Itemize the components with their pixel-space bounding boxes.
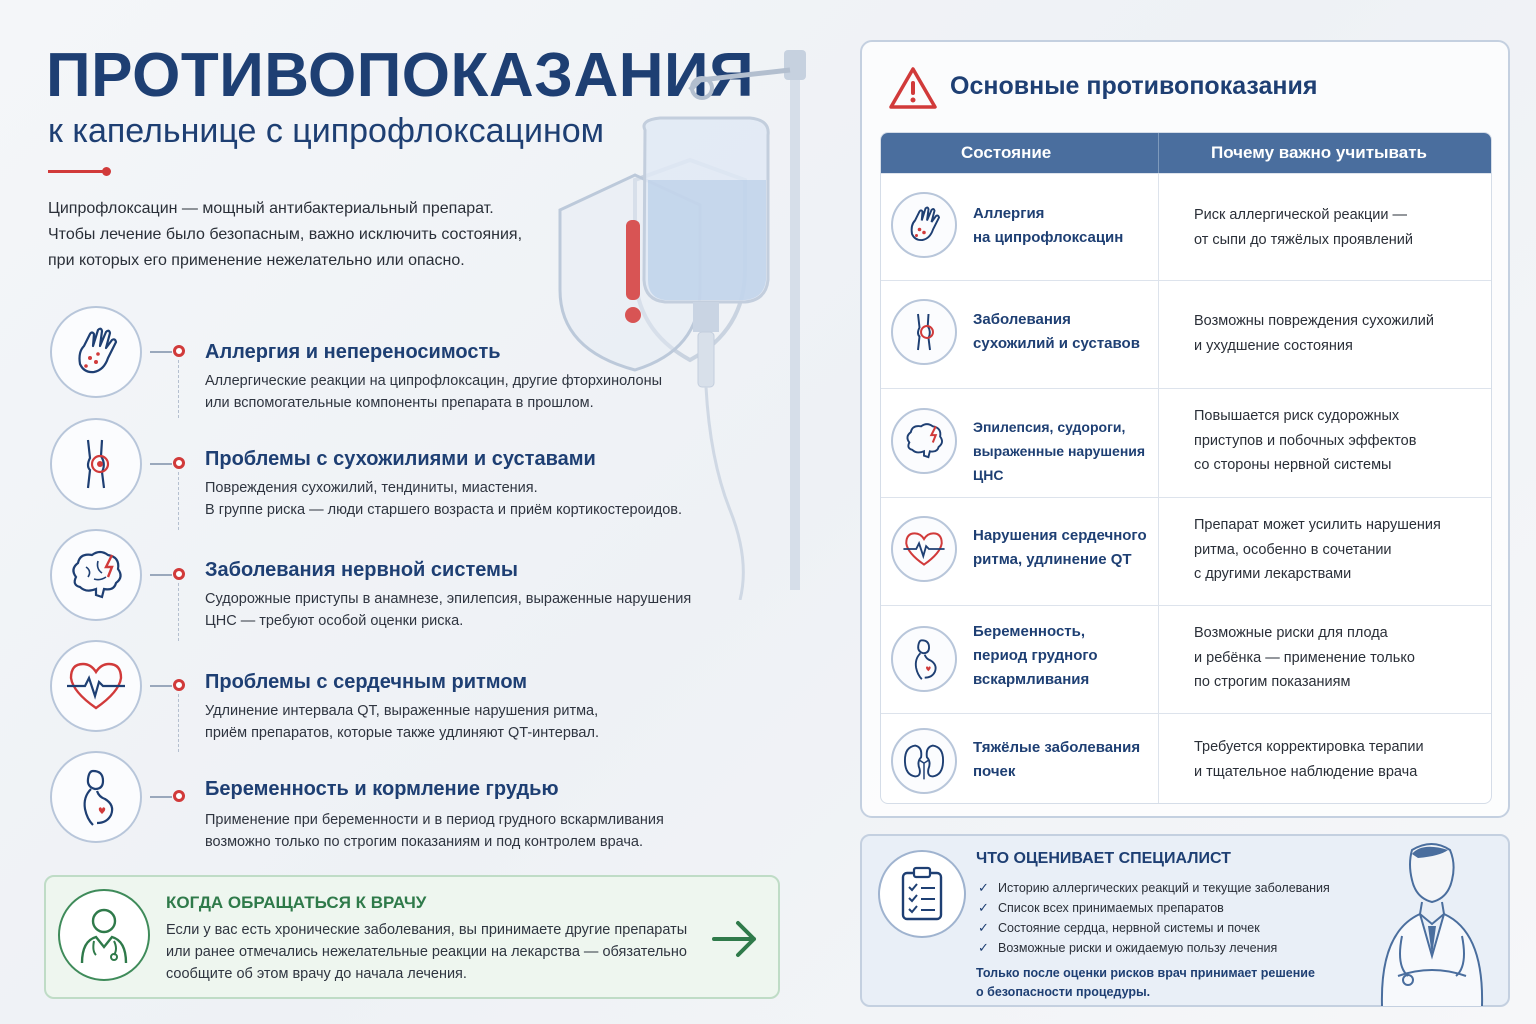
doctor-callout-title: КОГДА ОБРАЩАТЬСЯ К ВРАЧУ — [166, 893, 427, 912]
specialist-checklist — [976, 878, 1330, 958]
check-item: ✓ Возможные риски и ожидаемую пользу лечения — [976, 938, 1330, 958]
condition-cell: Заболевания сухожилий и суставов — [973, 311, 1140, 352]
main-contraindications-panel — [860, 40, 1510, 818]
column-header-why: Почему важно учитывать — [1211, 143, 1427, 162]
intro-line: Чтобы лечение было безопасным, важно исключить состояния, — [48, 226, 523, 243]
condition-cell: Нарушения сердечного ритма, удлинение QT — [973, 527, 1147, 568]
page-title: ПРОТИВОПОКАЗАНИЯ — [46, 41, 755, 110]
pregnant-woman-icon — [50, 751, 142, 843]
item-title: Аллергия и непереносимость — [205, 341, 501, 363]
why-cell: Риск аллергической реакции — от сыпи до тяжёлых проявлений — [1194, 207, 1413, 248]
check-item: ✓ Историю аллергических реакций и текущие заболевания — [976, 878, 1330, 898]
table-header — [881, 133, 1492, 173]
condition-cell: Аллергия на ципрофлоксацин — [973, 205, 1124, 246]
pregnant-woman-icon — [891, 626, 957, 692]
why-cell: Возможны повреждения сухожилий и ухудшение состояния — [1194, 313, 1434, 354]
warning-triangle-icon — [888, 66, 938, 110]
marker-dot — [173, 457, 185, 469]
allergy-hand-icon — [891, 192, 957, 258]
kidneys-icon — [891, 728, 957, 794]
item-description: Судорожные приступы в анамнезе, эпилепсия, выраженные нарушения ЦНС — требуют особой оценки риска. — [205, 591, 692, 629]
item-title: Проблемы с сердечным ритмом — [205, 671, 528, 693]
doctor-callout-text: Если у вас есть хронические заболевания, вы принимаете другие препараты или ранее отмечались нежелательные реакции на лекарства — обязательно сообщите об этом врачу до начала лечения. — [166, 922, 688, 982]
table-row — [881, 497, 1492, 605]
item-description: Повреждения сухожилий, тендиниты, миастения. В группе риска — люди старшего возраста и приём кортикостероидов. — [205, 480, 683, 518]
heart-rhythm-icon — [50, 640, 142, 732]
why-cell: Повышается риск судорожных приступов и побочных эффектов со стороны нервной системы — [1194, 408, 1417, 473]
column-header-condition: Состояние — [961, 143, 1052, 162]
condition-cell: Беременность, период грудного вскармливания — [973, 623, 1098, 688]
table-row — [881, 605, 1492, 713]
doctor-figure-illustration — [1362, 836, 1502, 1006]
item-title: Беременность и кормление грудью — [205, 778, 559, 800]
brain-icon — [891, 408, 957, 474]
item-description: Удлинение интервала QT, выраженные нарушения ритма, приём препаратов, которые также удлиняют QT-интервал. — [205, 703, 599, 741]
why-cell: Препарат может усилить нарушения ритма, особенно в сочетании с другими лекарствами — [1194, 517, 1441, 582]
page-subtitle: к капельнице с ципрофлоксацином — [48, 112, 605, 150]
marker-dot — [173, 790, 185, 802]
item-title: Заболевания нервной системы — [205, 559, 518, 581]
item-title: Проблемы с сухожилиями и суставами — [205, 448, 596, 470]
why-cell: Возможные риски для плода и ребёнка — применение только по строгим показаниям — [1194, 625, 1415, 690]
item-description: Аллергические реакции на ципрофлоксацин, другие фторхинолоны или вспомогательные компоненты препарата в прошлом. — [205, 373, 663, 411]
check-item: ✓ Список всех принимаемых препаратов — [976, 898, 1330, 918]
specialist-conclusion: Только после оценки рисков врач принимает решение о безопасности процедуры. — [976, 966, 1315, 999]
clipboard-checklist-icon — [878, 850, 966, 938]
doctor-callout — [44, 875, 780, 999]
table-row — [881, 713, 1492, 804]
intro-line: Ципрофлоксацин — мощный антибактериальный препарат. — [48, 200, 494, 217]
check-item: ✓ Состояние сердца, нервной системы и почек — [976, 918, 1330, 938]
marker-dot — [173, 568, 185, 580]
condition-cell: Эпилепсия, судороги, выраженные нарушения ЦНС — [973, 419, 1146, 483]
specialist-assessment-box — [860, 834, 1510, 1007]
panel-title: Основные противопоказания — [950, 72, 1318, 100]
doctor-icon — [58, 889, 150, 981]
allergy-hand-icon — [50, 306, 142, 398]
intro-line: при которых его применение нежелательно или опасно. — [48, 252, 465, 269]
table-row — [881, 388, 1492, 497]
knee-joint-icon — [50, 418, 142, 510]
heart-rhythm-icon — [891, 516, 957, 582]
table-row — [881, 173, 1492, 280]
marker-dot — [173, 345, 185, 357]
arrow-right-icon — [710, 917, 760, 961]
table-row — [881, 280, 1492, 388]
accent-divider — [48, 170, 106, 173]
specialist-title: ЧТО ОЦЕНИВАЕТ СПЕЦИАЛИСТ — [976, 850, 1231, 867]
condition-cell: Тяжёлые заболевания почек — [973, 739, 1141, 780]
accent-dot — [102, 167, 111, 176]
brain-icon — [50, 529, 142, 621]
intro-text — [48, 196, 568, 274]
why-cell: Требуется корректировка терапии и тщательное наблюдение врача — [1194, 739, 1424, 780]
contraindications-table — [880, 132, 1492, 804]
marker-dot — [173, 679, 185, 691]
item-description: Применение при беременности и в период грудного вскармливания возможно только по строгим показаниям и под контролем врача. — [205, 812, 664, 850]
knee-joint-icon — [891, 299, 957, 365]
